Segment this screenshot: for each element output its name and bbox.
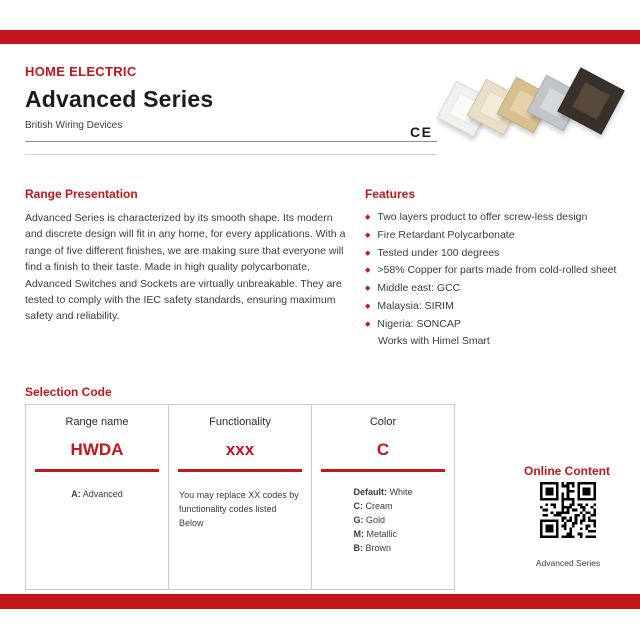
features-heading: Features: [365, 187, 416, 201]
note-line: You may replace XX codes by: [179, 490, 299, 500]
feature-text: Tested under 100 degrees: [377, 246, 500, 259]
header-rule-bottom: [25, 154, 437, 155]
ce-mark: CE: [410, 124, 433, 140]
color-option: [353, 542, 412, 556]
selection-column-range-name: [26, 405, 168, 589]
functionality-code-value: xxx: [225, 440, 255, 459]
feature-text: Nigeria: SONCAP: [377, 317, 461, 330]
selection-column-functionality: [168, 405, 311, 589]
qr-caption: Advanced Series: [535, 558, 601, 568]
bottom-red-bar: [0, 594, 640, 609]
functionality-note: [169, 472, 311, 531]
column-header: Color: [369, 416, 397, 428]
color-options-note: [312, 472, 454, 556]
diamond-bullet-icon: ◆: [365, 320, 371, 328]
page-title: Advanced Series: [25, 86, 214, 112]
color-option-text: Brown: [365, 542, 392, 553]
features-footnote: Works with Himel Smart: [378, 335, 490, 348]
feature-item: [365, 210, 630, 226]
feature-text: Two layers product to offer screw-less design: [377, 211, 588, 223]
diamond-bullet-icon: ◆: [365, 267, 371, 275]
feature-text: Fire Retardant Polycarbonate: [377, 228, 515, 241]
online-content-heading: Online Content: [524, 464, 610, 478]
color-options-list: [353, 486, 412, 556]
diamond-bullet-icon: ◆: [365, 214, 371, 221]
qr-code: [540, 482, 596, 538]
color-code-value: C: [376, 440, 390, 459]
color-option-label: M:: [353, 528, 364, 539]
switch-plate-brown: [557, 67, 625, 135]
product-finish-images: [438, 68, 633, 148]
features-list: [365, 210, 630, 352]
note-line: functionality codes listed Below: [179, 503, 277, 528]
switch-plate-inner: [572, 82, 610, 120]
note-label: A:: [71, 489, 81, 499]
range-presentation-body: Advanced Series is characterized by its smooth shape. Its modern and discrete design will fit in any home, for every applications. With a range of five different finishes, we are making sure that everyone will find a finish to their taste. Made in high quality polycarbonate, Advanced Switches and Sockets are virtually unbreakable. They are tested to comply with the IEC safety standards, ensuring maximum safety and reliability.: [25, 212, 346, 323]
range-code-note: [26, 472, 168, 499]
note-text: Advanced: [82, 489, 123, 499]
column-header: Range name: [65, 416, 129, 428]
color-option-text: Metallic: [366, 528, 398, 539]
color-option-text: Cream: [365, 500, 393, 511]
feature-item: [365, 263, 630, 279]
diamond-bullet-icon: ◆: [365, 249, 371, 257]
feature-item: [365, 299, 630, 315]
feature-text: Middle east: GCC: [377, 282, 461, 294]
color-option: [353, 500, 412, 514]
column-header: Functionality: [209, 416, 271, 428]
color-option-label: B:: [353, 542, 363, 553]
top-red-bar: [0, 30, 640, 44]
feature-text: >58% Copper for parts made from cold-rolled sheet: [377, 264, 617, 277]
page-subtitle: British Wiring Devices: [25, 120, 123, 131]
selection-code-heading: Selection Code: [25, 385, 112, 399]
color-option: [353, 486, 412, 500]
color-option-label: Default:: [353, 487, 387, 497]
color-option-text: White: [389, 487, 413, 497]
diamond-bullet-icon: ◆: [365, 302, 371, 310]
selection-column-color: [311, 405, 454, 589]
range-code-value: HWDA: [70, 440, 124, 459]
diamond-bullet-icon: ◆: [365, 231, 371, 239]
brand-name: HOME ELECTRIC: [25, 64, 137, 79]
feature-item: [365, 281, 630, 297]
feature-item: [365, 317, 630, 333]
range-presentation-heading: Range Presentation: [25, 187, 138, 201]
feature-item: [365, 228, 630, 244]
color-option-label: G:: [353, 514, 364, 525]
feature-text: Malaysia: SIRIM: [377, 299, 454, 312]
header-rule-top: [25, 141, 437, 142]
selection-code-table: [25, 404, 455, 590]
color-option-text: Gold: [366, 514, 386, 525]
feature-item: [365, 246, 630, 262]
color-option: [353, 514, 412, 528]
diamond-bullet-icon: ◆: [365, 285, 371, 292]
color-option-label: C:: [353, 500, 363, 511]
color-option: [353, 528, 412, 542]
